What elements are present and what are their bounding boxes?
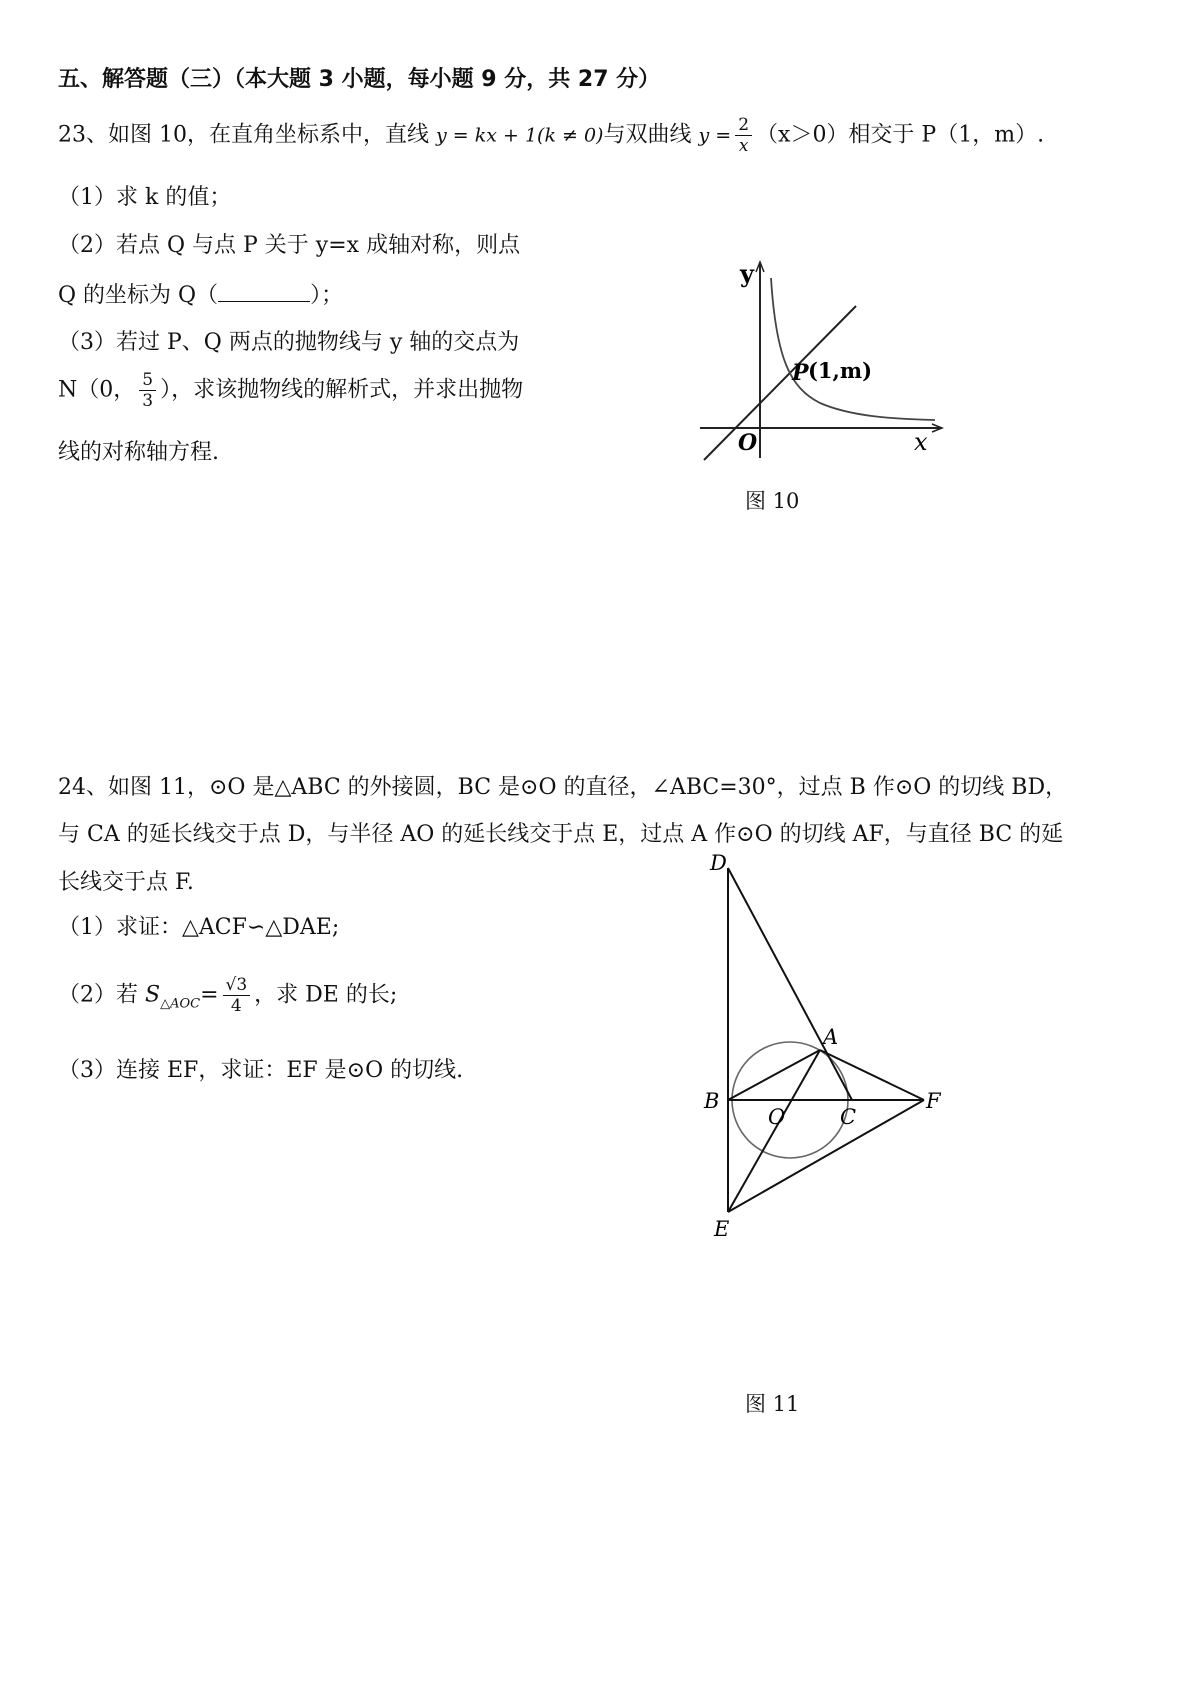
q23-hyperbola-fraction <box>735 115 752 156</box>
fig11-tangent-af <box>820 1050 924 1100</box>
q24-area-subscript: △AOC <box>160 996 201 1012</box>
fig10-line <box>704 306 856 460</box>
q23-part3-pre: N（0， <box>58 377 136 403</box>
q24-area-fraction <box>223 975 251 1016</box>
fig10-hyperbola <box>771 278 935 420</box>
q23-prefix: 23、如图 10，在直角坐标系中，直线 <box>58 122 429 148</box>
fig11-label-e: E <box>714 1217 730 1241</box>
fig10-label-p: P <box>792 360 809 386</box>
fig11-label-b: B <box>704 1089 720 1113</box>
q24-line3: 长线交于点 F. <box>58 870 194 895</box>
figure-11 <box>690 850 950 1250</box>
section-heading: 五、解答题（三）（本大题 3 小题，每小题 9 分，共 27 分） <box>58 67 661 92</box>
fig11-label-f: F <box>926 1089 941 1113</box>
fig11-label-d: D <box>710 851 727 875</box>
q24-part1: （1）求证：△ACF∽△DAE; <box>58 915 340 940</box>
fig11-label-a: A <box>823 1025 839 1049</box>
q23-hyperbola-numerator: 2 <box>735 115 752 136</box>
q24-area-symbol: S <box>145 982 161 1008</box>
q23-n-fraction <box>139 370 156 411</box>
q23-suffix: （x＞0）相交于 P（1，m）. <box>756 122 1045 148</box>
q23-mid: 与双曲线 <box>603 122 692 148</box>
figure-10-caption: 图 10 <box>745 489 800 513</box>
q23-part3-line2 <box>58 370 523 411</box>
q24-part2 <box>58 975 397 1016</box>
q24-line1: 24、如图 11，⊙O 是△ABC 的外接圆，BC 是⊙O 的直径，∠ABC=30°，过点 B 作⊙O 的切线 BD， <box>58 775 1068 800</box>
figure-10 <box>690 258 950 468</box>
q24-equals: = <box>200 982 219 1008</box>
q24-part3: （3）连接 EF，求证：EF 是⊙O 的切线. <box>58 1058 464 1083</box>
q24-part2-pre: （2）若 <box>58 982 138 1008</box>
q23-part2-post: ）； <box>310 283 344 308</box>
q24-area-numerator: √3 <box>223 975 251 996</box>
q23-line-condition: (k ≠ 0) <box>537 124 604 147</box>
q23-statement <box>58 115 1044 156</box>
fig10-label-origin: O <box>738 430 758 456</box>
q23-line-equation: y = kx + 1 <box>435 124 538 147</box>
fig10-label-p-coord: (1,m) <box>808 358 873 383</box>
q23-hyperbola-lhs: y = <box>698 124 732 147</box>
q23-answer-blank <box>218 283 310 302</box>
q23-part2-line1: （2）若点 Q 与点 P 关于 y=x 成轴对称，则点 <box>58 233 521 258</box>
fig11-label-o: O <box>768 1105 786 1129</box>
q23-n-denominator: 3 <box>142 391 154 411</box>
q24-line2: 与 CA 的延长线交于点 D，与半径 AO 的延长线交于点 E，过点 A 作⊙O 的切线 AF，与直径 BC 的延 <box>58 822 1064 847</box>
q23-n-numerator: 5 <box>139 370 156 391</box>
fig10-label-x: x <box>914 428 928 456</box>
figure-11-caption: 图 11 <box>745 1392 800 1416</box>
fig11-label-c: C <box>840 1105 857 1129</box>
q23-hyperbola-denominator: x <box>738 136 749 156</box>
q23-part2-line2 <box>58 278 343 309</box>
fig11-line-ef <box>728 1100 924 1212</box>
fig10-label-y: y <box>740 259 754 288</box>
q23-part3-post: ），求该抛物线的解析式，并求出抛物 <box>160 377 524 403</box>
q23-part3-line1: （3）若过 P、Q 两点的抛物线与 y 轴的交点为 <box>58 330 520 355</box>
q24-part2-post: ，求 DE 的长; <box>254 982 398 1008</box>
q23-part1: （1）求 k 的值； <box>58 185 232 210</box>
q23-part2-pre: Q 的坐标为 Q（ <box>58 283 219 308</box>
q24-area-denominator: 4 <box>230 996 242 1016</box>
q23-part3-line3: 线的对称轴方程. <box>58 440 219 465</box>
